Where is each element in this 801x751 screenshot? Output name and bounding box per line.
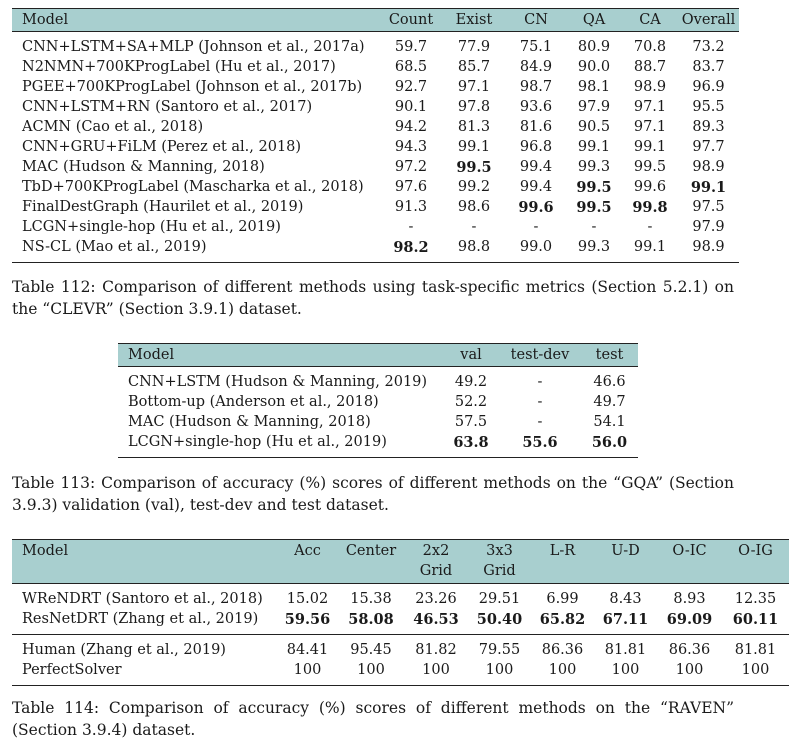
score-cell: 52.2 (454, 394, 488, 410)
score-cell: 90.5 (577, 119, 611, 135)
column-header: O-IC (657, 540, 722, 584)
column-header: test-dev (499, 344, 581, 367)
column-header: QA (566, 9, 622, 32)
score-cell: 65.82 (531, 609, 594, 635)
score-cell: 57.5 (454, 414, 488, 430)
score-cell: 91.3 (394, 199, 428, 215)
score-cell: 100 (675, 662, 704, 678)
model-name-cell: NS-CL (Mao et al., 2019) (22, 239, 207, 255)
score-cell: 98.6 (457, 199, 491, 215)
table-row (12, 635, 789, 661)
score-cell: 15.38 (350, 591, 392, 607)
score-cell: 95.45 (350, 642, 392, 658)
model-name-cell: Bottom-up (Anderson et al., 2018) (128, 394, 379, 410)
score-cell: 75.1 (519, 39, 553, 55)
score-cell: 84.9 (519, 59, 553, 75)
table-row (12, 584, 789, 610)
score-cell: 59.56 (277, 609, 338, 635)
table-row (12, 237, 739, 263)
score-cell: - (533, 219, 539, 235)
score-cell: 100 (548, 662, 577, 678)
score-cell: 98.9 (633, 79, 667, 95)
score-cell: 90.1 (394, 99, 428, 115)
score-cell: 49.7 (593, 394, 626, 410)
score-cell: 98.1 (577, 79, 611, 95)
score-cell: 80.9 (577, 39, 611, 55)
score-cell: 99.5 (456, 158, 492, 176)
score-cell: 97.2 (394, 159, 428, 175)
score-cell: 99.1 (457, 139, 491, 155)
score-cell: 100 (357, 662, 385, 678)
score-cell: 86.36 (668, 642, 711, 658)
table-row (118, 412, 638, 432)
column-header-line: Grid (419, 563, 453, 579)
score-cell: 97.1 (633, 99, 667, 115)
score-cell: 86.36 (541, 642, 584, 658)
column-header (468, 540, 531, 584)
score-cell: 97.7 (692, 139, 725, 155)
score-cell: 15.02 (286, 591, 329, 607)
score-cell: 81.81 (604, 642, 647, 658)
column-header-line: 2x2 (422, 543, 450, 559)
score-cell: 97.1 (457, 79, 491, 95)
table-row (118, 432, 638, 458)
column-header: Center (338, 540, 404, 584)
score-cell: - (537, 394, 543, 410)
model-name-cell: TbD+700KProgLabel (Mascharka et al., 2018) (22, 179, 364, 195)
score-cell: 99.3 (577, 239, 611, 255)
model-name-cell: ACMN (Cao et al., 2018) (22, 119, 204, 135)
score-cell: - (471, 219, 477, 235)
score-cell: 99.2 (457, 179, 491, 195)
score-cell: 99.5 (633, 159, 667, 175)
score-cell: - (591, 219, 597, 235)
score-cell: 99.3 (577, 159, 611, 175)
score-cell: 99.5 (576, 178, 612, 196)
model-name-cell: CNN+LSTM+SA+MLP (Johnson et al., 2017a) (22, 39, 365, 55)
score-cell: 95.5 (692, 99, 725, 115)
score-cell: 97.1 (633, 119, 667, 135)
table-header-row (12, 540, 789, 584)
score-cell: 59.7 (394, 39, 428, 55)
model-name-cell: MAC (Hudson & Manning, 2018) (128, 414, 371, 430)
column-header: val (443, 344, 499, 367)
model-name-cell: Human (Zhang et al., 2019) (22, 642, 226, 658)
table-row (118, 367, 638, 393)
score-cell: 84.41 (286, 642, 329, 658)
model-name-cell: CNN+LSTM (Hudson & Manning, 2019) (128, 374, 428, 390)
table-row (12, 157, 739, 177)
score-cell: 70.8 (633, 39, 667, 55)
score-cell: - (647, 219, 653, 235)
score-cell: 100 (611, 662, 640, 678)
column-header: CA (622, 9, 678, 32)
score-cell: 98.7 (519, 79, 553, 95)
model-name-cell: LCGN+single-hop (Hu et al., 2019) (22, 219, 281, 235)
score-cell: 96.9 (692, 79, 725, 95)
table-row (118, 392, 638, 412)
column-header (404, 540, 468, 584)
score-cell: 50.40 (468, 609, 531, 635)
score-cell: 68.5 (394, 59, 428, 75)
column-header: Overall (678, 9, 739, 32)
column-header: Model (118, 344, 443, 367)
score-cell: 60.11 (722, 609, 789, 635)
score-cell: 49.2 (454, 374, 488, 390)
score-cell: 46.6 (593, 374, 626, 390)
table-112-clevr (12, 8, 739, 263)
score-cell: 99.5 (576, 198, 612, 216)
score-cell: 46.53 (404, 609, 468, 635)
score-cell: 69.09 (657, 609, 722, 635)
table-row (12, 197, 739, 217)
score-cell: 12.35 (734, 591, 777, 607)
model-name-cell: PerfectSolver (22, 662, 122, 678)
score-cell: 93.6 (519, 99, 553, 115)
score-cell: 99.1 (633, 139, 667, 155)
score-cell: 67.11 (594, 609, 657, 635)
column-header: Model (12, 540, 277, 584)
score-cell: 99.8 (632, 198, 668, 216)
score-cell: 94.2 (394, 119, 428, 135)
score-cell: 99.1 (633, 239, 667, 255)
score-cell: 96.8 (519, 139, 553, 155)
column-header-line: 3x3 (486, 543, 513, 559)
score-cell: 88.7 (633, 59, 667, 75)
table-header-row (118, 344, 638, 367)
table-114-raven (12, 539, 789, 686)
model-name-cell: CNN+LSTM+RN (Santoro et al., 2017) (22, 99, 313, 115)
model-name-cell: PGEE+700KProgLabel (Johnson et al., 2017b) (22, 79, 363, 95)
table-header-row (12, 9, 739, 32)
score-cell: 81.82 (415, 642, 457, 658)
table-114-caption: Table 114: Comparison of accuracy (%) scores of different methods on the “RAVEN” (Section 3.9.4) dataset. (12, 699, 734, 739)
score-cell: 23.26 (415, 591, 457, 607)
column-header: O-IG (722, 540, 789, 584)
score-cell: 98.8 (457, 239, 491, 255)
model-name-cell: ResNetDRT (Zhang et al., 2019) (12, 609, 277, 635)
score-cell: 98.9 (692, 239, 725, 255)
score-cell: 97.8 (457, 99, 491, 115)
column-header-line: Grid (483, 563, 516, 579)
table-row (12, 57, 739, 77)
model-name-cell: LCGN+single-hop (Hu et al., 2019) (128, 434, 387, 450)
score-cell: 81.3 (457, 119, 491, 135)
score-cell: 97.9 (577, 99, 611, 115)
model-name-cell: CNN+GRU+FiLM (Perez et al., 2018) (22, 139, 302, 155)
score-cell: 100 (741, 662, 770, 678)
table-row (12, 117, 739, 137)
table-row (12, 609, 789, 635)
score-cell: 56.0 (591, 433, 628, 451)
score-cell: 97.6 (394, 179, 428, 195)
score-cell: 83.7 (692, 59, 725, 75)
score-cell: 99.6 (518, 198, 554, 216)
column-header: U-D (594, 540, 657, 584)
score-cell: 99.1 (690, 178, 727, 196)
table-row (12, 217, 739, 237)
score-cell: 81.6 (519, 119, 553, 135)
column-header: L-R (531, 540, 594, 584)
score-cell: 81.81 (734, 642, 777, 658)
column-header: CN (506, 9, 566, 32)
table-row (12, 97, 739, 117)
table-113-gqa (118, 343, 638, 458)
model-name-cell: N2NMN+700KProgLabel (Hu et al., 2017) (22, 59, 336, 75)
score-cell: - (537, 414, 543, 430)
score-cell: 89.3 (692, 119, 725, 135)
score-cell: 90.0 (577, 59, 611, 75)
model-name-cell: MAC (Hudson & Manning, 2018) (22, 159, 265, 175)
score-cell: 100 (293, 662, 322, 678)
score-cell: - (537, 374, 543, 390)
score-cell: 99.6 (633, 179, 667, 195)
score-cell: 98.2 (393, 238, 429, 256)
score-cell: 97.5 (692, 199, 725, 215)
score-cell: 100 (422, 662, 450, 678)
score-cell: 100 (485, 662, 514, 678)
score-cell: 58.08 (338, 609, 404, 635)
score-cell: 73.2 (692, 39, 725, 55)
column-header: Count (380, 9, 442, 32)
column-header: Acc (277, 540, 338, 584)
score-cell: 8.93 (673, 591, 706, 607)
table-row (12, 32, 739, 58)
score-cell: 77.9 (457, 39, 491, 55)
score-cell: 97.9 (692, 219, 725, 235)
score-cell: - (408, 219, 414, 235)
score-cell: 8.43 (609, 591, 642, 607)
score-cell: 63.8 (453, 433, 489, 451)
score-cell: 85.7 (457, 59, 491, 75)
score-cell: 99.1 (577, 139, 611, 155)
model-name-cell: FinalDestGraph (Haurilet et al., 2019) (22, 199, 304, 215)
score-cell: 99.4 (519, 159, 553, 175)
table-row (12, 137, 739, 157)
score-cell: 99.4 (519, 179, 553, 195)
score-cell: 79.55 (478, 642, 521, 658)
score-cell: 29.51 (478, 591, 521, 607)
column-header: test (581, 344, 638, 367)
column-header: Model (12, 9, 380, 32)
score-cell: 98.9 (692, 159, 725, 175)
table-row (12, 660, 789, 686)
score-cell: 92.7 (394, 79, 428, 95)
score-cell: 6.99 (546, 591, 579, 607)
score-cell: 94.3 (394, 139, 428, 155)
column-header: Exist (442, 9, 506, 32)
score-cell: 99.0 (519, 239, 553, 255)
score-cell: 55.6 (522, 433, 558, 451)
table-113-caption: Table 113: Comparison of accuracy (%) scores of different methods on the “GQA” (Section 3.9.3) validation (val), test-dev and test dataset. (12, 474, 734, 514)
model-name-cell: WReNDRT (Santoro et al., 2018) (22, 591, 263, 607)
table-row (12, 77, 739, 97)
table-row (12, 177, 739, 197)
score-cell: 54.1 (593, 414, 626, 430)
table-112-caption: Table 112: Comparison of different methods using task-specific metrics (Section 5.2.1) on the “CLEVR” (Section 3.9.1) dataset. (12, 278, 734, 318)
